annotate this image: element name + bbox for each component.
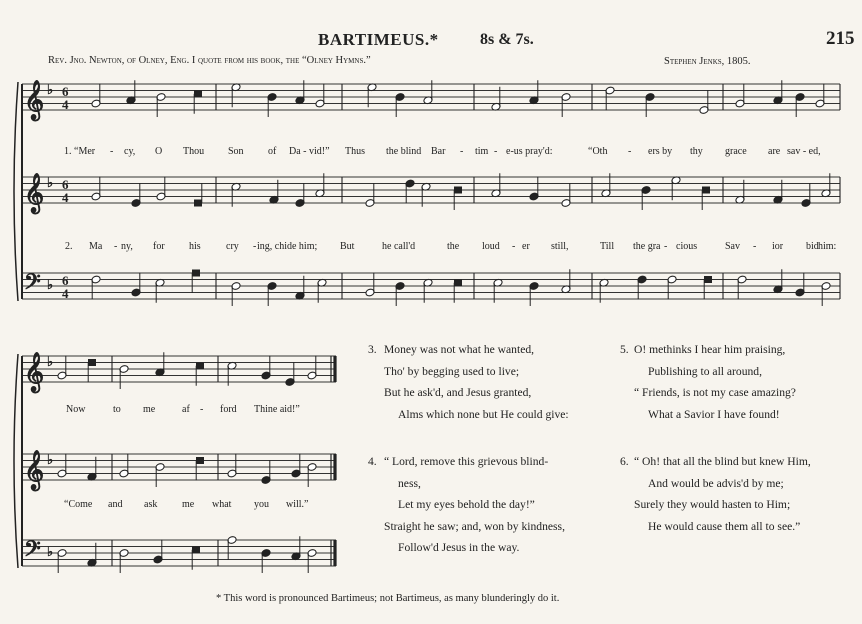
- lyric-syllable: -: [628, 146, 632, 157]
- treble-clef-icon: 𝄞: [24, 175, 45, 212]
- note-head: [88, 359, 96, 366]
- lyric-syllable: O: [155, 146, 163, 157]
- treble-clef-icon: 𝄞: [24, 82, 45, 119]
- verse-line: He would cause them all to see.”: [648, 519, 801, 533]
- verse-number: 6.: [620, 455, 629, 468]
- author-credit: Rev. Jno. Newton, of Olney, Eng. I quote from his book, the “Olney Hymns.”: [48, 55, 371, 66]
- lyric-syllable: Thine aid!”: [254, 404, 300, 415]
- lyric-syllable: Now: [66, 404, 86, 415]
- verse-line: Money was not what he wanted,: [384, 343, 535, 356]
- lyric-syllable: what: [212, 499, 232, 510]
- system-brace: [14, 354, 18, 568]
- lyric-syllable: tim: [475, 146, 489, 157]
- lyric-syllable: for: [153, 241, 165, 252]
- lyric-syllable: ford: [220, 404, 237, 415]
- verse-line: ness,: [398, 476, 421, 490]
- lyric-syllable: ask: [144, 499, 158, 510]
- flat-icon: ♭: [47, 277, 54, 292]
- note-head: [192, 270, 200, 277]
- verse-line: Publishing to all around,: [648, 364, 763, 378]
- lyric-syllable: ior: [772, 241, 784, 252]
- verse-line: “ Friends, is not my case amazing?: [634, 386, 796, 399]
- note-head: [702, 187, 710, 194]
- time-signature-top: 6: [62, 177, 69, 192]
- lyric-syllable: ers by: [648, 146, 673, 157]
- note-head: [454, 187, 462, 194]
- lyric-syllable: cy,: [124, 146, 136, 157]
- verse-line: But he ask'd, and Jesus granted,: [384, 386, 532, 399]
- lyric-syllable: ny,: [121, 241, 133, 252]
- lyric-syllable: grace: [725, 146, 747, 157]
- composer-credit: Stephen Jenks, 1805.: [664, 56, 751, 67]
- note-head: [454, 279, 462, 286]
- lyric-syllable: -: [460, 146, 464, 157]
- time-signature-bottom: 4: [62, 97, 69, 112]
- note-head: [196, 362, 204, 369]
- lyric-syllable: me: [143, 404, 156, 415]
- lyric-syllable: are: [768, 146, 781, 157]
- lyric-syllable: “Come: [64, 499, 93, 510]
- verse-line: Straight he saw; and, won by kindness,: [384, 519, 565, 533]
- lyric-syllable: -: [253, 241, 257, 252]
- lyric-syllable: Da - vid!”: [289, 146, 330, 157]
- lyric-syllable: -: [110, 146, 114, 157]
- lyric-syllable: him:: [818, 241, 837, 252]
- lyric-syllable: of: [268, 146, 277, 157]
- verse-number: 5.: [620, 343, 629, 356]
- lyric-syllable: thy: [690, 146, 703, 157]
- lyric-syllable: cry: [226, 241, 239, 252]
- verse-line: What a Savior I have found!: [648, 407, 780, 421]
- lyric-syllable: ing, chide him;: [257, 241, 318, 252]
- flat-icon: ♭: [47, 175, 54, 190]
- bass-clef-icon: 𝄢: [24, 270, 41, 299]
- lyric-syllable: the blind: [386, 146, 422, 157]
- treble-clef-icon: 𝄞: [24, 354, 45, 391]
- lyric-syllable: -: [200, 404, 204, 415]
- bass-clef-icon: 𝄢: [24, 537, 41, 566]
- flat-icon: ♭: [47, 544, 54, 559]
- time-signature-bottom: 4: [62, 286, 69, 301]
- lyric-syllable: af: [182, 404, 190, 415]
- note-head: [194, 200, 202, 207]
- lyric-syllable: -: [114, 241, 118, 252]
- time-signature-top: 6: [62, 273, 69, 288]
- system-brace: [14, 82, 18, 301]
- verse-line: And would be advis'd by me;: [648, 476, 784, 490]
- lyric-syllable: and: [108, 499, 123, 510]
- note-head: [192, 546, 200, 553]
- lyric-syllable: Thou: [183, 146, 205, 157]
- verse-line: Tho' by begging used to live;: [384, 364, 520, 378]
- verse-number: 3.: [368, 343, 377, 356]
- lyric-syllable: me: [182, 499, 195, 510]
- lyric-syllable: -: [664, 241, 668, 252]
- lyric-syllable: still,: [551, 241, 569, 252]
- lyric-syllable: loud: [482, 241, 500, 252]
- lyric-syllable: he call'd: [382, 241, 416, 252]
- lyric-syllable: to: [113, 404, 121, 415]
- verse-line: O! methinks I hear him praising,: [634, 343, 786, 356]
- lyric-syllable: -: [753, 241, 757, 252]
- lyric-syllable: the: [447, 241, 460, 252]
- verse-line: Let my eyes behold the day!”: [398, 498, 535, 511]
- flat-icon: ♭: [47, 452, 54, 467]
- verse-line: Alms which none but He could give:: [398, 407, 569, 421]
- flat-icon: ♭: [47, 354, 54, 369]
- lyric-syllable: But: [340, 241, 355, 252]
- verse-line: Follow'd Jesus in the way.: [398, 541, 520, 554]
- lyric-syllable: Ma: [89, 241, 103, 252]
- verse-number: 4.: [368, 455, 377, 468]
- lyric-syllable: -: [512, 241, 516, 252]
- lyric-syllable: er: [522, 241, 530, 252]
- lyric-syllable: “Oth: [588, 146, 608, 157]
- time-signature-bottom: 4: [62, 190, 69, 205]
- hymn-title: BARTIMEUS.*: [318, 30, 439, 49]
- verse-line: “ Oh! that all the blind but knew Him,: [634, 455, 811, 468]
- time-signature-top: 6: [62, 84, 69, 99]
- lyric-syllable: cious: [676, 241, 698, 252]
- lyric-syllable: e-us pray'd:: [506, 146, 553, 157]
- lyric-syllable: 1. “Mer: [64, 146, 96, 157]
- lyric-syllable: his: [189, 241, 201, 252]
- lyric-syllable: sav - ed,: [787, 146, 821, 157]
- lyric-syllable: the gra: [633, 241, 661, 252]
- verse-line: “ Lord, remove this grievous blind-: [384, 455, 549, 468]
- lyric-syllable: 2.: [65, 241, 73, 252]
- lyric-syllable: Bar: [431, 146, 446, 157]
- note-head: [196, 457, 204, 464]
- lyric-syllable: will.”: [286, 499, 309, 510]
- page-number: 215: [826, 28, 855, 49]
- lyric-syllable: Till: [600, 241, 615, 252]
- lyric-syllable: Sav: [725, 241, 740, 252]
- lyric-syllable: Son: [228, 146, 244, 157]
- lyric-syllable: Thus: [345, 146, 365, 157]
- lyric-syllable: you: [254, 499, 269, 510]
- lyric-syllable: bid: [806, 241, 819, 252]
- treble-clef-icon: 𝄞: [24, 452, 45, 489]
- verse-line: Surely they would hasten to Him;: [634, 498, 791, 511]
- note-head: [704, 276, 712, 283]
- note-head: [194, 90, 202, 97]
- lyric-syllable: -: [494, 146, 498, 157]
- footnote: * This word is pronounced Bartimeus; not Bartimeus, as many blunderingly do it.: [216, 593, 560, 604]
- flat-icon: ♭: [47, 82, 54, 97]
- hymn-meter: 8s & 7s.: [480, 31, 534, 48]
